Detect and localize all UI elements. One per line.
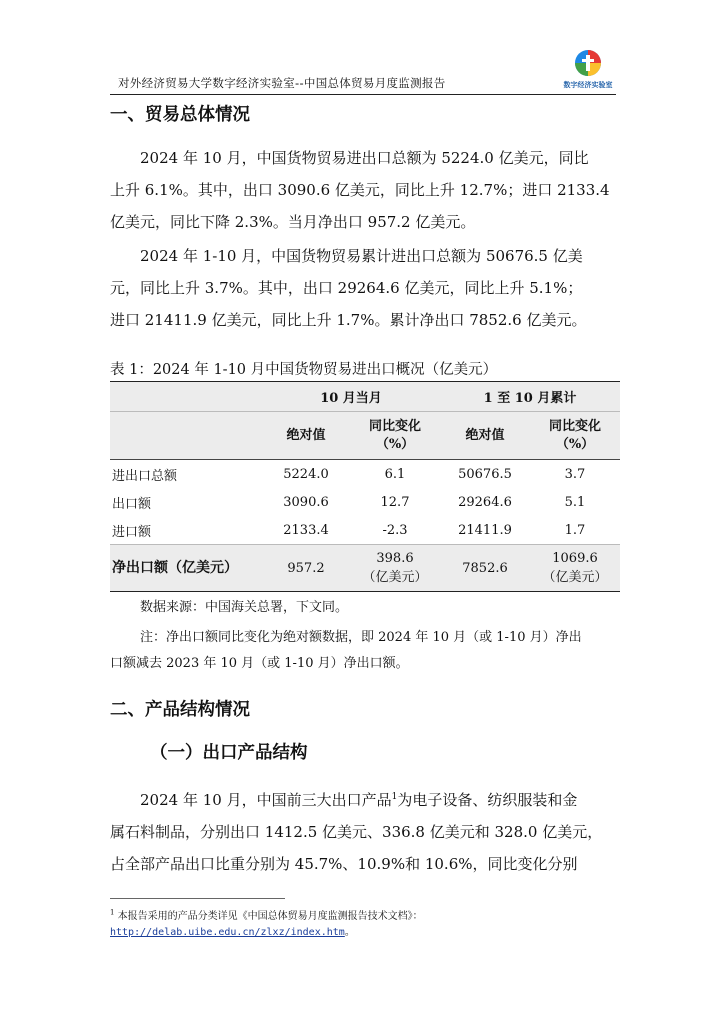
text-segment: 为电子设备、纺织服装和金	[397, 791, 578, 809]
table-row	[110, 460, 620, 489]
subsection-heading-export-products: （一）出口产品结构	[150, 743, 308, 763]
text-line: 上升 6.1%。其中，出口 3090.6 亿美元，同比上升 12.7%；进口 2133.4	[110, 181, 610, 199]
footnote-divider	[110, 898, 285, 899]
table-subheader-row	[110, 412, 620, 460]
cell-value: 1069.6	[552, 551, 598, 566]
header-yoy-label: 同比变化	[548, 418, 601, 434]
footnote-url-line	[110, 923, 355, 938]
logo-text: 数字经济实验室	[563, 81, 613, 89]
footnote-reference[interactable]: 1	[391, 792, 398, 802]
paragraph-cumulative-overview	[110, 240, 616, 336]
text-line: 进口 21411.9 亿美元，同比上升 1.7%。累计净出口 7852.6 亿美元。	[110, 311, 587, 329]
data-source-note: 数据来源：中国海关总署，下文同。	[140, 600, 349, 615]
header-yoy-change	[350, 412, 440, 460]
row-label: 出口额	[112, 496, 152, 512]
table-cell: 50676.5	[458, 466, 512, 482]
text-line: 元，同比上升 3.7%。其中，出口 29264.6 亿美元，同比上升 5.1%；	[110, 279, 583, 297]
table-cell: 21411.9	[458, 522, 512, 538]
footnote-body: 本报告采用的产品分类详见《中国总体贸易月度监测报告技术文档》：	[117, 911, 423, 922]
text-line: 占全部产品出口比重分别为 45.7%、10.9%和 10.6%，同比变化分别	[110, 855, 578, 873]
table-cell: 6.1	[384, 466, 406, 482]
table-cell: -2.3	[382, 522, 408, 538]
cell-unit: （亿美元）	[362, 570, 428, 585]
table-cell: 3090.6	[283, 494, 329, 510]
table-row-net-exports	[110, 545, 620, 592]
row-label: 净出口额（亿美元）	[110, 545, 262, 592]
header-absolute-value: 绝对值	[440, 412, 530, 460]
table-cell: 1.7	[564, 522, 586, 538]
section-heading-product-structure: 二、产品结构情况	[110, 700, 250, 720]
header-title: 对外经济贸易大学数字经济实验室--中国总体贸易月度监测报告	[118, 76, 446, 90]
section-heading-trade-overview: 一、贸易总体情况	[110, 105, 250, 125]
header-yoy-label: 同比变化	[368, 418, 421, 434]
table-row	[110, 516, 620, 545]
footnote-text	[110, 907, 423, 922]
table-caption: 表 1：2024 年 1-10 月中国货物贸易进出口概况（亿美元）	[110, 362, 498, 378]
paragraph-october-overview	[110, 142, 616, 238]
table-corner-cell	[110, 412, 262, 460]
text-line: 亿美元，同比下降 2.3%。当月净出口 957.2 亿美元。	[110, 213, 476, 231]
text-line: 2024 年 1-10 月，中国货物贸易累计进出口总额为 50676.5 亿美	[140, 247, 583, 265]
lab-logo	[562, 48, 614, 92]
header-october: 10 月当月	[262, 382, 440, 412]
table-cell: 12.7	[380, 494, 410, 510]
row-label: 进出口总额	[112, 468, 178, 484]
footnote-mark: 1	[110, 908, 115, 917]
page-header	[110, 48, 616, 95]
header-yoy-unit: （%）	[375, 436, 415, 452]
table-cell	[530, 545, 620, 592]
text-line	[110, 781, 616, 816]
table-cell: 957.2	[262, 545, 350, 592]
text-segment: 2024 年 10 月，中国前三大出口产品	[140, 791, 392, 809]
table-cell: 5224.0	[283, 466, 329, 482]
table-header-row	[110, 382, 620, 412]
table-cell: 3.7	[564, 466, 586, 482]
table-note-line: 注：净出口额同比变化为绝对额数据，即 2024 年 10 月（或 1-10 月）净出	[140, 630, 582, 645]
text-line: 属石料制品，分别出口 1412.5 亿美元、336.8 亿美元和 328.0 亿美元，	[110, 823, 603, 841]
table-cell: 29264.6	[458, 494, 512, 510]
paragraph-export-products	[110, 781, 616, 880]
header-yoy-change	[530, 412, 620, 460]
row-label: 进口额	[112, 524, 152, 540]
table-corner-cell	[110, 382, 262, 412]
footnote-link[interactable]: http://delab.uibe.edu.cn/zlxz/index.htm	[110, 927, 345, 938]
cell-unit: （亿美元）	[542, 570, 608, 585]
table-cell: 2133.4	[283, 522, 329, 538]
globe-logo-icon	[573, 48, 603, 78]
table-cell	[350, 545, 440, 592]
text-line: 2024 年 10 月，中国货物贸易进出口总额为 5224.0 亿美元，同比	[140, 149, 589, 167]
footnote-url-tail: 。	[344, 927, 355, 938]
table-cell: 7852.6	[440, 545, 530, 592]
table-note-line: 口额减去 2023 年 10 月（或 1-10 月）净出口额。	[110, 656, 409, 671]
cell-value: 398.6	[376, 551, 414, 566]
table-cell: 5.1	[564, 494, 586, 510]
header-yoy-unit: （%）	[555, 436, 595, 452]
header-absolute-value: 绝对值	[262, 412, 350, 460]
trade-summary-table	[110, 381, 620, 592]
table-row	[110, 488, 620, 516]
header-cumulative: 1 至 10 月累计	[440, 382, 620, 412]
